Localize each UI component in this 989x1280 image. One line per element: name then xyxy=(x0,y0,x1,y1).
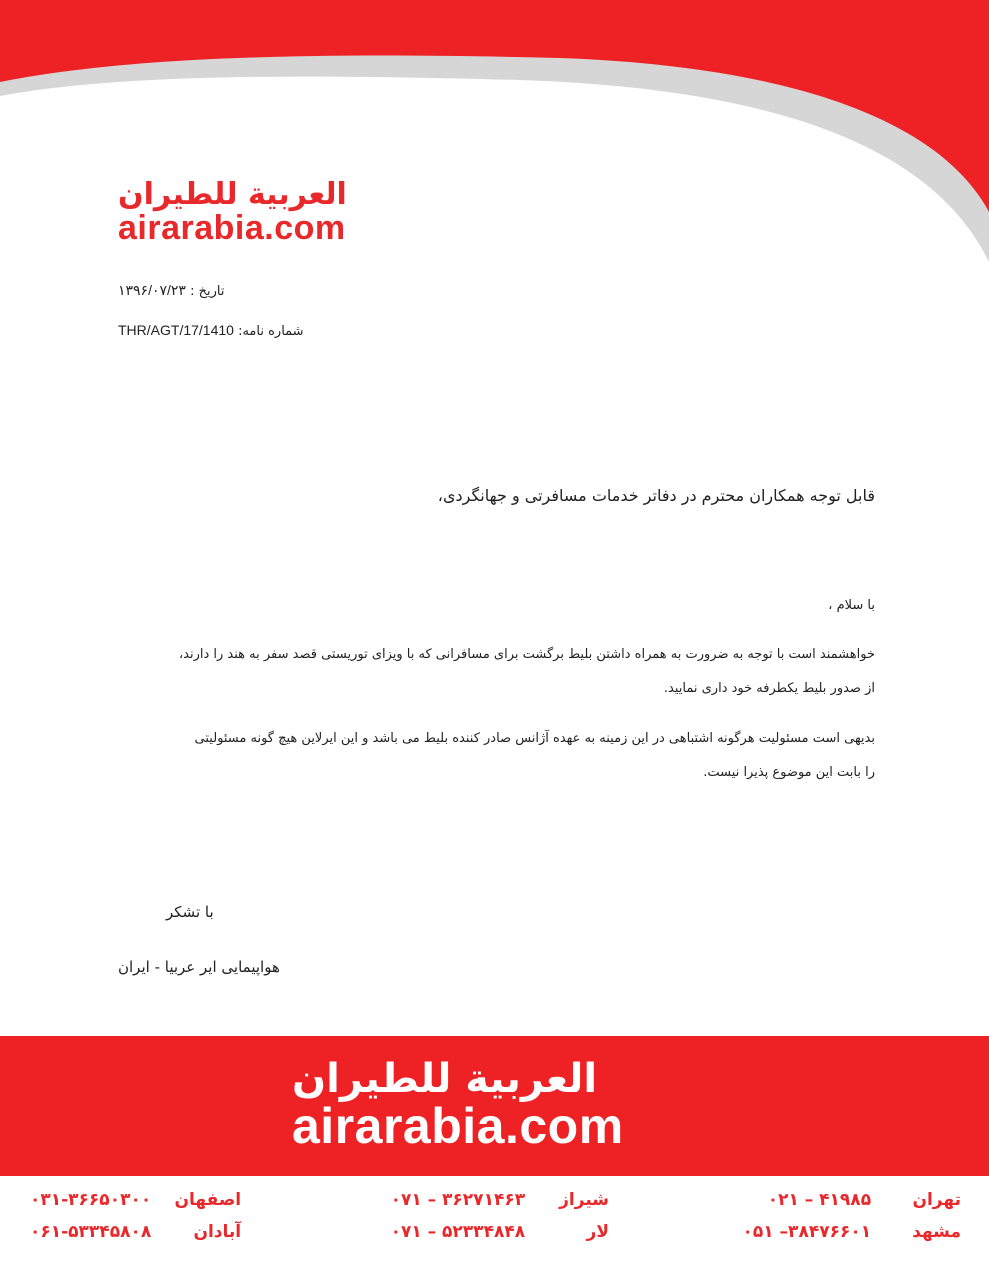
office-mashhad xyxy=(743,1222,961,1242)
reference-label: شماره نامه: xyxy=(238,324,304,339)
office-phone: ۰۷۱ – ۵۲۳۳۴۸۴۸ xyxy=(390,1222,526,1242)
office-city: اصفهان xyxy=(174,1190,242,1210)
letter-signature: هواپیمایی ایر عربیا - ایران xyxy=(118,958,280,976)
office-phone: ۰۶۱-۵۳۳۴۵۸۰۸ xyxy=(30,1222,152,1242)
office-lar xyxy=(391,1222,609,1242)
office-phone: ۰۲۱ – ۴۱۹۸۵ xyxy=(767,1190,872,1210)
paragraph-1-line-1: خواهشمند است با توجه به ضرورت به همراه داشتن بلیط برگشت برای مسافرانی که با ویزای توریستی قصد سفر به هند را دارند، xyxy=(178,647,875,662)
office-phone: ۰۷۱ – ۳۶۲۷۱۴۶۳ xyxy=(390,1190,526,1210)
office-shiraz xyxy=(391,1190,609,1210)
footer-logo xyxy=(292,1056,624,1154)
paragraph-1-line-2: از صدور بلیط یکطرفه خود داری نمایید. xyxy=(663,681,875,696)
footer-logo-arabic-text: العربية للطيران xyxy=(292,1056,598,1102)
letter-addressee: قابل توجه همکاران محترم در دفاتر خدمات مسافرتی و جهانگردی، xyxy=(437,486,875,505)
office-city: تهران xyxy=(912,1190,961,1210)
paragraph-2-line-2: را بابت این موضوع پذیرا نیست. xyxy=(703,765,875,780)
office-city: آبادان xyxy=(193,1222,242,1242)
office-city: شیراز xyxy=(559,1190,609,1210)
date-label: تاریخ : xyxy=(190,284,225,299)
date-value: ۱۳۹۶/۰۷/۲۳ xyxy=(118,282,186,298)
letter-paragraph-2 xyxy=(115,722,875,790)
office-isfahan xyxy=(30,1190,241,1210)
footer-logo-latin-text: airarabia.com xyxy=(292,1098,624,1154)
office-tehran xyxy=(768,1190,961,1210)
office-city: لار xyxy=(586,1222,609,1242)
paragraph-2-line-1: بدیهی است مسئولیت هرگونه اشتباهی در این زمینه به عهده آژانس صادر کننده بلیط می باشد و این ایرلاین هیچ گونه مسئولیتی xyxy=(194,731,875,746)
letter-reference xyxy=(118,322,304,339)
office-abadan xyxy=(30,1222,241,1242)
logo-arabic-text: العربية للطيران xyxy=(118,177,347,212)
letter-closing: با تشکر xyxy=(166,903,214,921)
logo-latin-text: airarabia.com xyxy=(118,209,346,247)
office-phone: ۰۳۱-۳۶۶۵۰۳۰۰ xyxy=(30,1190,152,1210)
letter-paragraph-1 xyxy=(115,638,875,706)
office-phone: ۰۵۱ –۳۸۴۷۶۶۰۱ xyxy=(742,1222,872,1242)
airarabia-logo xyxy=(118,177,347,247)
reference-value: THR/AGT/17/1410 xyxy=(118,322,234,338)
letter-greeting: با سلام ، xyxy=(828,598,875,613)
office-city: مشهد xyxy=(912,1222,961,1242)
letter-date xyxy=(118,282,224,299)
